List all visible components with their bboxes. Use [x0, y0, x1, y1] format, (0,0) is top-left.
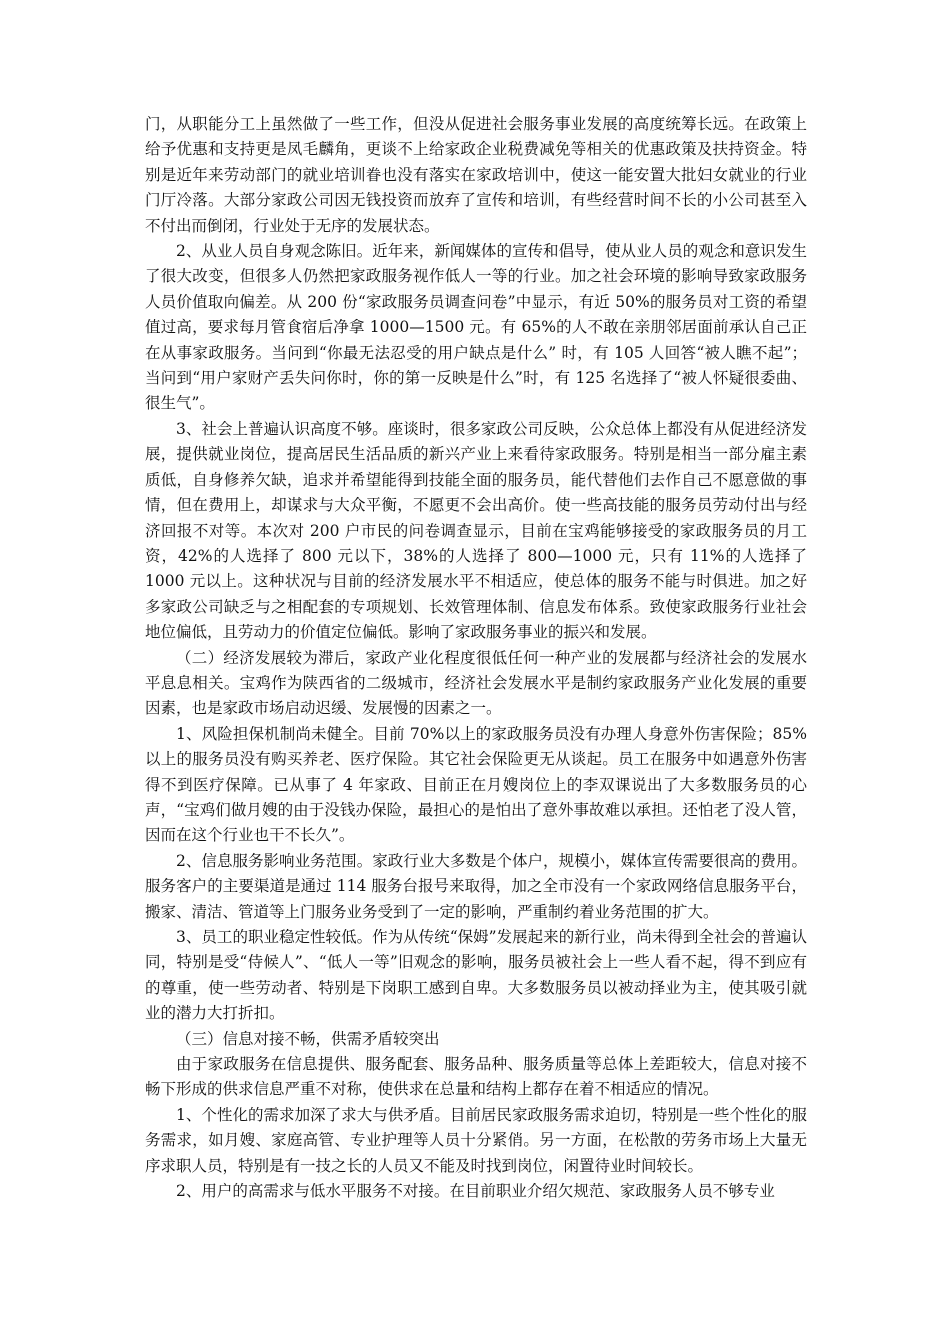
paragraph-point-1-personalized-demand: 1、个性化的需求加深了求大与供矛盾。目前居民家政服务需求迫切，特别是一些个性化的服务需求，如月嫂、家庭高管、专业护理等人员十分紧俏。另一方面，在松散的劳务市场上大量无序求职人员，特别是有一技之长的人员又不能及时找到岗位，闲置待业时间较长。	[145, 1105, 807, 1175]
paragraph-point-2-high-demand: 2、用户的高需求与低水平服务不对接。在目前职业介绍欠规范、家政服务人员不够专业	[176, 1182, 775, 1201]
paragraph-information-intro: 由于家政服务在信息提供、服务配套、服务品种、服务质量等总体上差距较大，信息对接不畅下形成的供求信息严重不对称，使供求在总量和结构上都存在着不相适应的情况。	[145, 1055, 807, 1099]
paragraph-point-1-risk-guarantee: 1、风险担保机制尚未健全。目前 70%以上的家政服务员没有办理人身意外伤害保险；85%以上的服务员没有购买养老、医疗保险。其它社会保险更无从谈起。员工在服务中如遇意外伤害得不到医疗保障。已从事了 4 年家政、目前正在月嫂岗位上的李双课说出了大多数服务员的心声，“宝鸡们做月嫂的由于没钱办保险，最担心的是怕出了意外事故难以承担。还怕老了没人管，因而在这个行业也干不长久”。	[145, 724, 807, 845]
section-heading-information: （三）信息对接不畅，供需矛盾较突出	[176, 1029, 440, 1048]
paragraph-point-2-worker-concepts: 2、从业人员自身观念陈旧。近年来，新闻媒体的宣传和倡导，使从业人员的观念和意识发生了很大改变，但很多人仍然把家政服务视作低人一等的行业。加之社会环境的影响导致家政服务人员价值取向偏差。从 200 份“家政服务员调查问卷”中显示，有近 50%的服务员对工资的希望值过高，要求每月管食宿后净拿 1000—1500 元。有 65%的人不敢在亲朋邻居面前承认自己正在从事家政服务。当问到“你最无法忍受的用户缺点是什么” 时，有 105 人回答“被人瞧不起”；当问到“用户家财产丢失问你时，你的第一反映是什么”时，有 125 名选择了“被人怀疑很委曲、很生气”。	[145, 242, 807, 413]
paragraph-point-3-social-awareness: 3、社会上普遍认识高度不够。座谈时，很多家政公司反映，公众总体上都没有从促进经济发展，提供就业岗位，提高居民生活品质的新兴产业上来看待家政服务。特别是相当一部分雇主素质低，自身修养欠缺，追求并希望能得到技能全面的服务员，能代替他们去作自己不愿意做的事情，但在费用上，却谋求与大众平衡，不愿更不会出高价。使一些高技能的服务员劳动付出与经济回报不对等。本次对 200 户市民的问卷调查显示，目前在宝鸡能够接受的家政服务员的月工资，42%的人选择了 800 元以下，38%的人选择了 800—1000 元，只有 11%的人选择了 1000 元以上。这种状况与目前的经济发展水平不相适应，使总体的服务不能与时俱进。加之好多家政公司缺乏与之相配套的专项规划、长效管理体制、信息发布体系。致使家政服务行业社会地位偏低，且劳动力的价值定位偏低。影响了家政服务事业的振兴和发展。	[145, 419, 807, 642]
document-page	[145, 112, 807, 1204]
paragraph-point-3-job-stability: 3、员工的职业稳定性较低。作为从传统“保姆”发展起来的新行业，尚未得到全社会的普遍认同，特别是受“侍候人”、“低人一等”旧观念的影响，服务员被社会上一些人看不起，得不到应有的尊重，使一些劳动者、特别是下岗职工感到自卑。大多数服务员以被动择业为主，使其吸引就业的潜力大打折扣。	[145, 928, 807, 1023]
paragraph-point-2-information-service: 2、信息服务影响业务范围。家政行业大多数是个体户，规模小，媒体宣传需要很高的费用。服务客户的主要渠道是通过 114 服务台报号来取得，加之全市没有一个家政网络信息服务平台，搬家、清洁、管道等上门服务业务受到了一定的影响，严重制约着业务范围的扩大。	[145, 851, 807, 921]
section-heading-economy: （二）经济发展较为滞后，家政产业化程度很低任何一种产业的发展都与经济社会的发展水平息息相关。宝鸡作为陕西省的二级城市，经济社会发展水平是制约家政服务产业化发展的重要因素，也是家政市场启动迟缓、发展慢的因素之一。	[145, 648, 807, 718]
paragraph-continuation: 门，从职能分工上虽然做了一些工作，但没从促进社会服务事业发展的高度统筹长远。在政策上给予优惠和支持更是凤毛麟角，更谈不上给家政企业税费减免等相关的优惠政策及扶持资金。特别是近年来劳动部门的就业培训眷也没有落实在家政培训中，使这一能安置大批妇女就业的行业门厅冷落。大部分家政公司因无钱投资而放弃了宣传和培训，有些经营时间不长的小公司甚至入不付出而倒闭，行业处于无序的发展状态。	[145, 115, 807, 235]
